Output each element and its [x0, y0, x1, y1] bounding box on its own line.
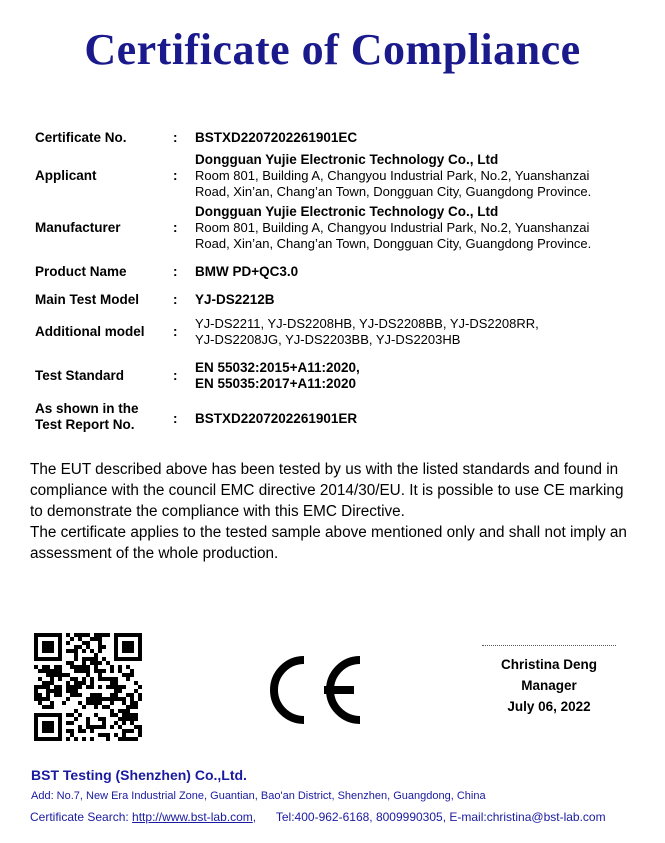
certificate-no-label: Certificate No. — [35, 130, 127, 145]
test-standard-line1: EN 55032:2015+A11:2020, — [195, 360, 360, 375]
statement-paragraph-2: The certificate applies to the tested sample above mentioned only and shall not imply an assessment of the whole production. — [30, 524, 627, 562]
issuer-address: Add: No.7, New Era Industrial Zone, Guantian, Bao'an District, Shenzhen, Guangdong, China — [31, 790, 486, 802]
certificate-no-value: BSTXD2207202261901EC — [195, 130, 358, 145]
colon: : — [173, 292, 178, 307]
statement-paragraph-1: The EUT described above has been tested by us with the listed standards and found in compliance with the council EMC directive 2014/30/EU. It is possible to use CE marking to demonstrate the compliance with this EMC Directive. — [30, 461, 624, 520]
product-name-label: Product Name — [35, 264, 127, 279]
test-report-label-line1: As shown in the — [35, 401, 139, 416]
product-name-value: BMW PD+QC3.0 — [195, 264, 299, 279]
manufacturer-address-line2: Road, Xin’an, Chang’an Town, Dongguan City, Guangdong Province. — [195, 236, 592, 251]
applicant-name: Dongguan Yujie Electronic Technology Co., Ltd — [195, 152, 499, 167]
ce-mark-icon — [258, 650, 368, 730]
qr-code-icon — [34, 633, 142, 741]
colon: : — [173, 130, 178, 145]
contact-info: , Tel:400-962-6168, 8009990305, E-mail:christina@bst-lab.com — [252, 810, 606, 824]
additional-model-label: Additional model — [35, 324, 145, 339]
certificate-title: Certificate of Compliance — [84, 25, 581, 74]
certificate-search-label: Certificate Search: — [30, 810, 133, 824]
certificate-search — [30, 810, 606, 824]
signature-line — [482, 645, 616, 646]
applicant-label: Applicant — [35, 168, 97, 183]
manufacturer-name: Dongguan Yujie Electronic Technology Co., Ltd — [195, 204, 499, 219]
colon: : — [173, 264, 178, 279]
test-standard-line2: EN 55035:2017+A11:2020 — [195, 376, 357, 391]
signer-title: Manager — [521, 678, 577, 693]
signer-name: Christina Deng — [500, 657, 597, 672]
applicant-address-line2: Road, Xin’an, Chang’an Town, Dongguan City, Guangdong Province. — [195, 184, 592, 199]
main-test-model-label: Main Test Model — [35, 292, 140, 307]
colon: : — [173, 324, 178, 339]
colon: : — [173, 220, 178, 235]
applicant-address-line1: Room 801, Building A, Changyou Industrial Park, No.2, Yuanshanzai — [195, 168, 590, 183]
additional-model-line1: YJ-DS2211, YJ-DS2208HB, YJ-DS2208BB, YJ-DS2208RR, — [195, 316, 539, 331]
manufacturer-label: Manufacturer — [35, 220, 121, 235]
signature-date: July 06, 2022 — [507, 699, 591, 714]
website-link[interactable]: http://www.bst-lab.com — [132, 810, 253, 824]
manufacturer-address-line1: Room 801, Building A, Changyou Industrial Park, No.2, Yuanshanzai — [195, 220, 590, 235]
test-report-label-line2: Test Report No. — [35, 417, 135, 432]
test-report-value: BSTXD2207202261901ER — [195, 411, 358, 426]
colon: : — [173, 411, 178, 426]
main-test-model-value: YJ-DS2212B — [195, 292, 275, 307]
colon: : — [173, 368, 178, 383]
test-standard-label: Test Standard — [35, 368, 125, 383]
colon: : — [173, 168, 178, 183]
issuer-company: BST Testing (Shenzhen) Co.,Ltd. — [31, 767, 247, 783]
additional-model-line2: YJ-DS2208JG, YJ-DS2203BB, YJ-DS2203HB — [195, 332, 461, 347]
